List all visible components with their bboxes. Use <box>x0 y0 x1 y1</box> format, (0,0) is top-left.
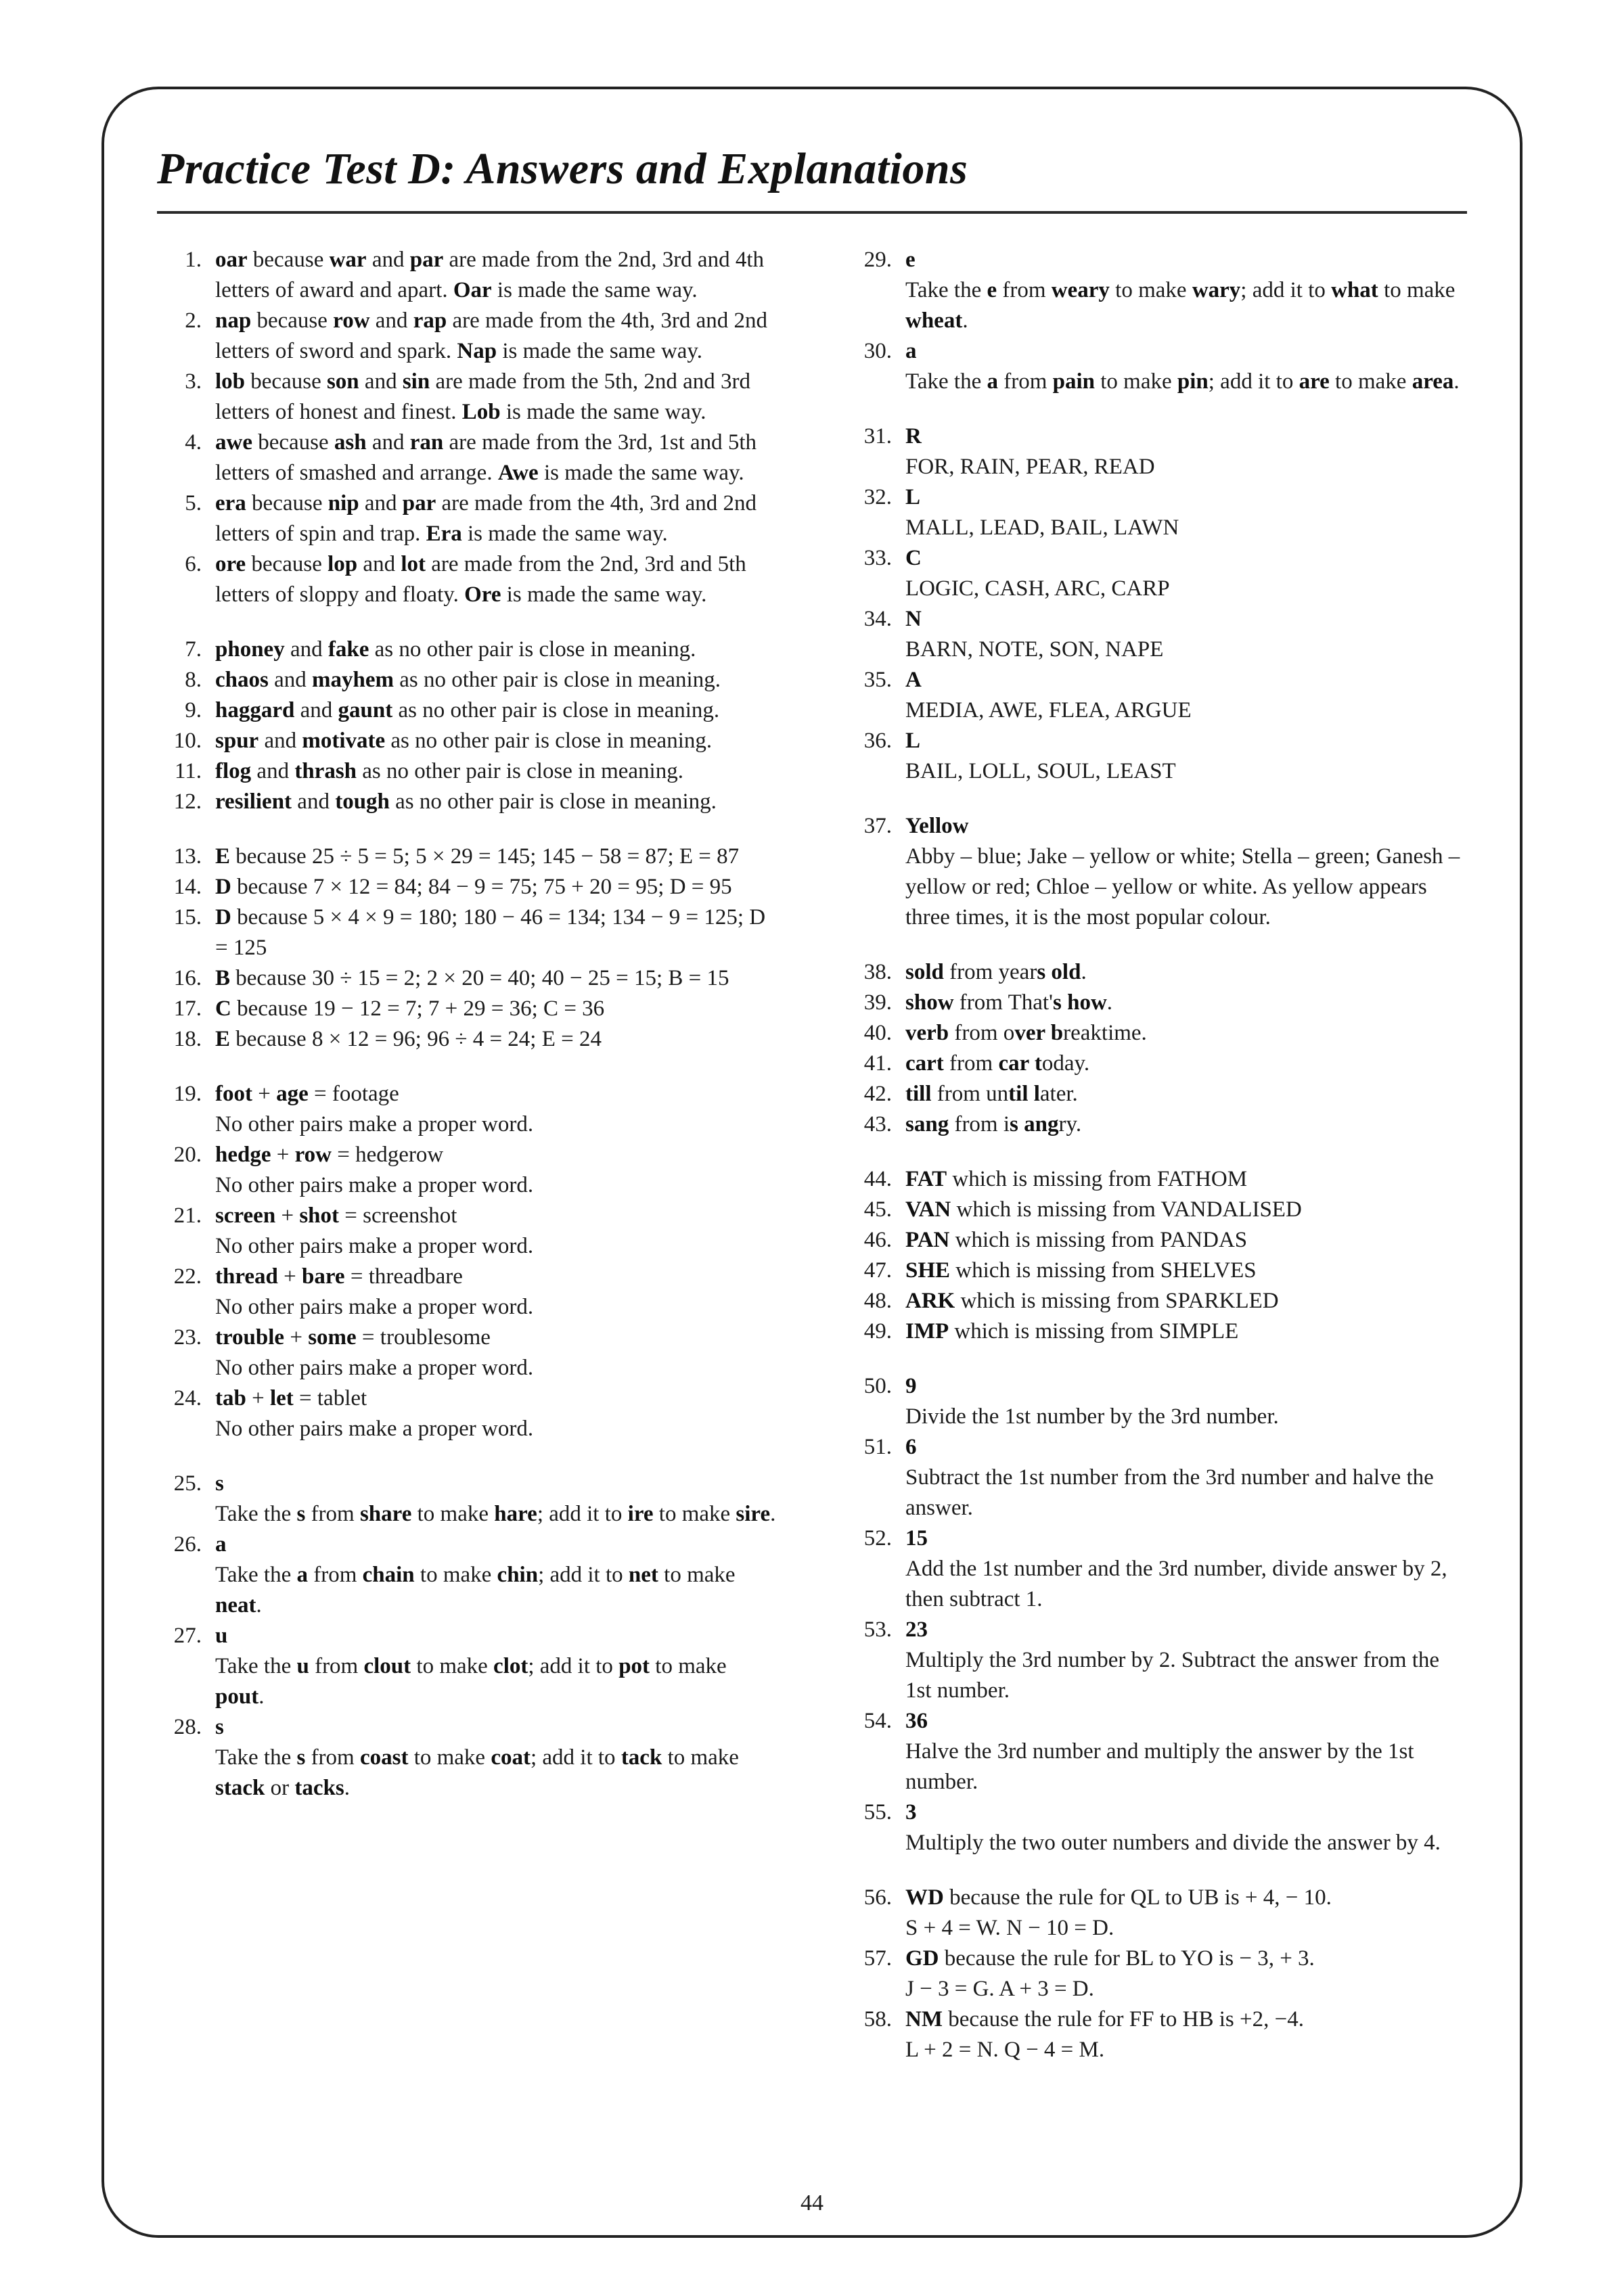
answer-item <box>847 421 1467 482</box>
answer-number: 50. <box>863 1374 892 1398</box>
answer-text <box>905 1523 1467 1615</box>
answer-number: 18. <box>173 1027 202 1051</box>
answer-line: No other pairs make a proper word. <box>215 1356 534 1380</box>
answer-group <box>847 1164 1467 1347</box>
answer-number: 24. <box>173 1386 202 1410</box>
answer-item <box>157 1712 777 1804</box>
answer-number: 28. <box>173 1715 202 1739</box>
answer-number: 4. <box>185 430 202 455</box>
answer-number: 9. <box>185 698 202 722</box>
answer-text <box>905 336 1467 397</box>
answer-line: screen + shot = screenshot <box>215 1203 457 1228</box>
answer-line: lob because son and sin are made from the 5th, 2nd and 3rd letters of honest and finest. Lob is made the same way. <box>215 369 750 424</box>
answer-line: B because 30 ÷ 15 = 2; 2 × 20 = 40; 40 − 25 = 15; B = 15 <box>215 966 729 990</box>
answer-line: A <box>905 668 922 692</box>
answer-line: 15 <box>905 1526 928 1551</box>
answer-number: 45. <box>863 1197 892 1222</box>
answer-number: 42. <box>863 1082 892 1106</box>
answer-item <box>847 245 1467 336</box>
answer-text <box>905 1944 1467 2004</box>
answer-number: 21. <box>173 1203 202 1228</box>
answer-text <box>905 988 1467 1018</box>
answer-text <box>215 665 777 695</box>
answer-item <box>157 1621 777 1712</box>
answer-line: L <box>905 485 921 509</box>
answer-number: 7. <box>185 637 202 662</box>
answer-item <box>157 665 777 695</box>
answer-item <box>157 245 777 306</box>
answer-number: 56. <box>863 1885 892 1910</box>
answer-text <box>905 1615 1467 1706</box>
answer-line: 36 <box>905 1709 928 1733</box>
page-content <box>157 143 1467 2090</box>
answer-item <box>847 1225 1467 1256</box>
answer-number: 14. <box>173 875 202 899</box>
answer-group <box>157 635 777 817</box>
page-number: 44 <box>800 2190 824 2215</box>
answer-item <box>157 1079 777 1140</box>
answer-line: D because 5 × 4 × 9 = 180; 180 − 46 = 134; 134 − 9 = 125; D = 125 <box>215 905 766 960</box>
answer-line: foot + age = footage <box>215 1082 399 1106</box>
answer-text <box>905 1371 1467 1432</box>
answer-number: 41. <box>863 1051 892 1076</box>
answer-line: nap because row and rap are made from the 4th, 3rd and 2nd letters of sword and spark. Nap is made the same way. <box>215 308 767 363</box>
answer-line: sold from years old. <box>905 960 1087 984</box>
answer-number: 58. <box>863 2007 892 2031</box>
answer-number: 15. <box>173 905 202 929</box>
column-right <box>847 245 1467 2090</box>
answer-text <box>215 549 777 610</box>
answer-text <box>215 1262 777 1323</box>
answer-group <box>847 1371 1467 1858</box>
answer-number: 5. <box>185 491 202 515</box>
answer-line: Yellow <box>905 814 969 838</box>
answer-line: 9 <box>905 1374 917 1398</box>
answer-line: PAN which is missing from PANDAS <box>905 1228 1248 1252</box>
answer-line: 3 <box>905 1800 917 1824</box>
answer-item <box>157 1024 777 1055</box>
answer-text <box>905 1079 1467 1109</box>
answer-text <box>215 428 777 488</box>
answer-item <box>157 549 777 610</box>
answer-group <box>847 1883 1467 2065</box>
answer-line: a <box>905 339 917 363</box>
answer-line: oar because war and par are made from the 2nd, 3rd and 4th letters of award and apart. Oar is made the same way. <box>215 248 764 302</box>
answer-number: 31. <box>863 424 892 449</box>
answer-number: 11. <box>174 759 202 783</box>
answer-text <box>905 665 1467 726</box>
answer-item <box>157 695 777 726</box>
answer-number: 49. <box>863 1319 892 1344</box>
answer-item <box>157 428 777 488</box>
answer-item <box>847 336 1467 397</box>
answer-line: ARK which is missing from SPARKLED <box>905 1289 1279 1313</box>
answer-line: Divide the 1st number by the 3rd number. <box>905 1404 1279 1429</box>
answer-line: Take the e from weary to make wary; add it to what to make wheat. <box>905 278 1456 333</box>
answer-item <box>847 665 1467 726</box>
answer-item <box>847 726 1467 787</box>
answer-line: No other pairs make a proper word. <box>215 1173 534 1197</box>
answer-line: SHE which is missing from SHELVES <box>905 1258 1257 1283</box>
answer-text <box>215 902 777 963</box>
answer-number: 38. <box>863 960 892 984</box>
answer-group <box>157 1469 777 1804</box>
answer-line: C because 19 − 12 = 7; 7 + 29 = 36; C = 36 <box>215 996 605 1021</box>
answer-line: No other pairs make a proper word. <box>215 1112 534 1136</box>
answer-item <box>157 1140 777 1201</box>
answer-group <box>847 421 1467 787</box>
answer-number: 40. <box>863 1021 892 1045</box>
answer-line: era because nip and par are made from the 4th, 3rd and 2nd letters of spin and trap. Era is made the same way. <box>215 491 757 546</box>
answer-number: 10. <box>173 729 202 753</box>
answer-group <box>157 842 777 1055</box>
answer-line: Add the 1st number and the 3rd number, divide answer by 2, then subtract 1. <box>905 1557 1447 1611</box>
answer-item <box>847 2004 1467 2065</box>
answer-text <box>215 695 777 726</box>
answer-number: 13. <box>173 844 202 869</box>
answer-number: 37. <box>863 814 892 838</box>
answer-text <box>905 1286 1467 1316</box>
answer-item <box>157 635 777 665</box>
answer-line: Multiply the two outer numbers and divide the answer by 4. <box>905 1831 1441 1855</box>
answer-number: 26. <box>173 1532 202 1557</box>
answer-line: NM because the rule for FF to HB is +2, −4. <box>905 2007 1304 2031</box>
answer-text <box>215 872 777 902</box>
answer-line: s <box>215 1715 224 1739</box>
answer-text <box>905 726 1467 787</box>
answer-line: D because 7 × 12 = 84; 84 − 9 = 75; 75 + 20 = 95; D = 95 <box>215 875 732 899</box>
answer-line: verb from over breaktime. <box>905 1021 1147 1045</box>
answer-item <box>847 604 1467 665</box>
answer-line: cart from car today. <box>905 1051 1090 1076</box>
answer-line: IMP which is missing from SIMPLE <box>905 1319 1239 1344</box>
answer-line: flog and thrash as no other pair is close in meaning. <box>215 759 683 783</box>
answer-item <box>157 1469 777 1530</box>
answer-item <box>847 1944 1467 2004</box>
answer-line: Halve the 3rd number and multiply the answer by the 1st number. <box>905 1739 1414 1794</box>
answer-number: 20. <box>173 1143 202 1167</box>
answer-text <box>215 963 777 994</box>
answer-text <box>905 1883 1467 1944</box>
answer-line: N <box>905 607 922 631</box>
answer-text <box>905 604 1467 665</box>
answer-number: 32. <box>863 485 892 509</box>
answer-item <box>847 988 1467 1018</box>
answer-item <box>157 306 777 367</box>
answer-text <box>905 1225 1467 1256</box>
answer-line: WD because the rule for QL to UB is + 4, − 10. <box>905 1885 1332 1910</box>
answer-number: 35. <box>863 668 892 692</box>
answer-number: 16. <box>173 966 202 990</box>
answer-line: haggard and gaunt as no other pair is close in meaning. <box>215 698 720 722</box>
answer-line: resilient and tough as no other pair is close in meaning. <box>215 789 717 814</box>
answer-text <box>905 421 1467 482</box>
answer-item <box>847 1049 1467 1079</box>
answer-item <box>157 367 777 428</box>
answer-text <box>905 1432 1467 1523</box>
answer-line: chaos and mayhem as no other pair is close in meaning. <box>215 668 721 692</box>
answer-item <box>847 811 1467 933</box>
answer-line: E because 25 ÷ 5 = 5; 5 × 29 = 145; 145 − 58 = 87; E = 87 <box>215 844 740 869</box>
answer-item <box>157 1323 777 1383</box>
answer-text <box>905 811 1467 933</box>
answer-item <box>847 1883 1467 1944</box>
answer-line: MALL, LEAD, BAIL, LAWN <box>905 515 1179 540</box>
answer-number: 54. <box>863 1709 892 1733</box>
answer-text <box>905 957 1467 988</box>
answer-line: GD because the rule for BL to YO is − 3, + 3. <box>905 1946 1315 1971</box>
answer-number: 51. <box>863 1435 892 1459</box>
answer-line: L + 2 = N. Q − 4 = M. <box>905 2038 1105 2062</box>
answer-item <box>847 1079 1467 1109</box>
answer-item <box>157 1530 777 1621</box>
answer-number: 55. <box>863 1800 892 1824</box>
answer-text <box>215 726 777 756</box>
answer-item <box>157 963 777 994</box>
answer-line: Take the s from share to make hare; add it to ire to make sire. <box>215 1502 776 1526</box>
answer-text <box>215 1469 777 1530</box>
answer-line: J − 3 = G. A + 3 = D. <box>905 1977 1094 2001</box>
answer-text <box>215 994 777 1024</box>
answer-item <box>847 1109 1467 1140</box>
answer-item <box>847 957 1467 988</box>
answer-item <box>847 482 1467 543</box>
answer-text <box>215 1079 777 1140</box>
answer-item <box>157 994 777 1024</box>
answer-number: 29. <box>863 248 892 272</box>
answer-line: tab + let = tablet <box>215 1386 367 1410</box>
answer-text <box>215 367 777 428</box>
answer-number: 2. <box>185 308 202 333</box>
answer-line: FOR, RAIN, PEAR, READ <box>905 455 1155 479</box>
answers-columns <box>157 245 1467 2090</box>
answer-line: FAT which is missing from FATHOM <box>905 1167 1248 1191</box>
answer-text <box>215 1621 777 1712</box>
answer-group <box>847 957 1467 1140</box>
answer-item <box>157 842 777 872</box>
answer-line: R <box>905 424 922 449</box>
title-rule <box>157 211 1467 214</box>
answer-line: No other pairs make a proper word. <box>215 1295 534 1319</box>
answer-number: 12. <box>173 789 202 814</box>
answer-number: 43. <box>863 1112 892 1136</box>
answer-text <box>905 1018 1467 1049</box>
answer-item <box>847 1706 1467 1797</box>
answer-item <box>847 1615 1467 1706</box>
answer-item <box>847 1018 1467 1049</box>
answer-text <box>905 2004 1467 2065</box>
answer-line: 6 <box>905 1435 917 1459</box>
answer-text <box>905 1109 1467 1140</box>
answer-group <box>847 245 1467 397</box>
answer-text <box>215 635 777 665</box>
answer-number: 27. <box>173 1624 202 1648</box>
answer-line: Subtract the 1st number from the 3rd number and halve the answer. <box>905 1465 1434 1520</box>
answer-line: awe because ash and ran are made from the 3rd, 1st and 5th letters of smashed and arrange. Awe is made the same way. <box>215 430 757 485</box>
answer-text <box>215 488 777 549</box>
answer-text <box>905 1706 1467 1797</box>
answer-text <box>905 1164 1467 1195</box>
answer-line: sang from is angry. <box>905 1112 1082 1136</box>
answer-number: 30. <box>863 339 892 363</box>
answer-text <box>215 1712 777 1804</box>
answer-text <box>905 245 1467 336</box>
answer-item <box>157 787 777 817</box>
answer-item <box>847 1164 1467 1195</box>
answer-item <box>157 756 777 787</box>
answer-number: 52. <box>863 1526 892 1551</box>
answer-text <box>905 1195 1467 1225</box>
answer-line: No other pairs make a proper word. <box>215 1417 534 1441</box>
answer-item <box>847 1256 1467 1286</box>
answer-item <box>847 1316 1467 1347</box>
answer-line: ore because lop and lot are made from the 2nd, 3rd and 5th letters of sloppy and floaty. Ore is made the same way. <box>215 552 746 607</box>
answer-number: 48. <box>863 1289 892 1313</box>
answer-line: BARN, NOTE, SON, NAPE <box>905 637 1164 662</box>
answer-group <box>847 811 1467 933</box>
answer-line: 23 <box>905 1617 928 1642</box>
answer-text <box>905 1797 1467 1858</box>
answer-item <box>847 543 1467 604</box>
answer-line: Abby – blue; Jake – yellow or white; Stella – green; Ganesh – yellow or red; Chloe – yellow or white. As yellow appears three times, it is the most popular colour. <box>905 844 1460 929</box>
answer-number: 8. <box>185 668 202 692</box>
answer-line: s <box>215 1471 224 1496</box>
answer-item <box>847 1797 1467 1858</box>
answer-item <box>157 726 777 756</box>
answer-text <box>905 1049 1467 1079</box>
answer-line: Take the s from coast to make coat; add it to tack to make stack or tacks. <box>215 1745 739 1800</box>
answer-item <box>847 1523 1467 1615</box>
answer-line: C <box>905 546 922 570</box>
answer-text <box>215 1201 777 1262</box>
answer-number: 44. <box>863 1167 892 1191</box>
answer-number: 3. <box>185 369 202 394</box>
answer-text <box>215 756 777 787</box>
answer-line: LOGIC, CASH, ARC, CARP <box>905 576 1170 601</box>
answer-line: E because 8 × 12 = 96; 96 ÷ 4 = 24; E = 24 <box>215 1027 602 1051</box>
answer-text <box>905 1256 1467 1286</box>
answer-group <box>157 245 777 610</box>
answer-group <box>157 1079 777 1444</box>
answer-line: till from until later. <box>905 1082 1078 1106</box>
answer-line: Take the a from chain to make chin; add it to net to make neat. <box>215 1563 736 1617</box>
answer-text <box>215 1323 777 1383</box>
answer-line: show from That's how. <box>905 990 1113 1015</box>
answer-line: a <box>215 1532 227 1557</box>
answer-number: 36. <box>863 729 892 753</box>
answer-number: 6. <box>185 552 202 576</box>
answer-line: trouble + some = troublesome <box>215 1325 491 1350</box>
answer-text <box>215 787 777 817</box>
answer-number: 33. <box>863 546 892 570</box>
answer-number: 1. <box>185 248 202 272</box>
answer-number: 53. <box>863 1617 892 1642</box>
answer-item <box>847 1195 1467 1225</box>
answer-line: S + 4 = W. N − 10 = D. <box>905 1916 1114 1940</box>
answer-text <box>215 842 777 872</box>
answer-line: MEDIA, AWE, FLEA, ARGUE <box>905 698 1192 722</box>
answer-line: Take the u from clout to make clot; add it to pot to make pout. <box>215 1654 727 1709</box>
answer-number: 39. <box>863 990 892 1015</box>
answer-text <box>905 482 1467 543</box>
answer-line: thread + bare = threadbare <box>215 1264 463 1289</box>
answer-text <box>905 543 1467 604</box>
answer-item <box>157 1201 777 1262</box>
answer-line: VAN which is missing from VANDALISED <box>905 1197 1302 1222</box>
answer-line: u <box>215 1624 228 1648</box>
answer-item <box>157 1383 777 1444</box>
answer-number: 19. <box>173 1082 202 1106</box>
column-left <box>157 245 777 2090</box>
answer-line: L <box>905 729 921 753</box>
answer-text <box>215 245 777 306</box>
answer-line: Multiply the 3rd number by 2. Subtract the answer from the 1st number. <box>905 1648 1440 1703</box>
answer-item <box>847 1286 1467 1316</box>
answer-text <box>215 1140 777 1201</box>
answer-number: 46. <box>863 1228 892 1252</box>
answer-line: hedge + row = hedgerow <box>215 1143 444 1167</box>
answer-number: 22. <box>173 1264 202 1289</box>
answer-number: 34. <box>863 607 892 631</box>
answer-number: 57. <box>863 1946 892 1971</box>
answer-item <box>157 1262 777 1323</box>
answer-line: No other pairs make a proper word. <box>215 1234 534 1258</box>
answer-text <box>905 1316 1467 1347</box>
answer-item <box>847 1371 1467 1432</box>
answer-item <box>847 1432 1467 1523</box>
answer-number: 17. <box>173 996 202 1021</box>
answer-text <box>215 1383 777 1444</box>
answer-line: e <box>905 248 916 272</box>
answer-text <box>215 306 777 367</box>
answer-line: phoney and fake as no other pair is close in meaning. <box>215 637 696 662</box>
answer-item <box>157 488 777 549</box>
answer-item <box>157 872 777 902</box>
answer-text <box>215 1530 777 1621</box>
page-title: Practice Test D: Answers and Explanations <box>157 144 968 193</box>
answer-text <box>215 1024 777 1055</box>
answer-number: 47. <box>863 1258 892 1283</box>
answer-number: 25. <box>173 1471 202 1496</box>
answer-item <box>157 902 777 963</box>
answer-number: 23. <box>173 1325 202 1350</box>
answer-line: BAIL, LOLL, SOUL, LEAST <box>905 759 1176 783</box>
answer-line: spur and motivate as no other pair is close in meaning. <box>215 729 713 753</box>
answer-line: Take the a from pain to make pin; add it to are to make area. <box>905 369 1460 394</box>
